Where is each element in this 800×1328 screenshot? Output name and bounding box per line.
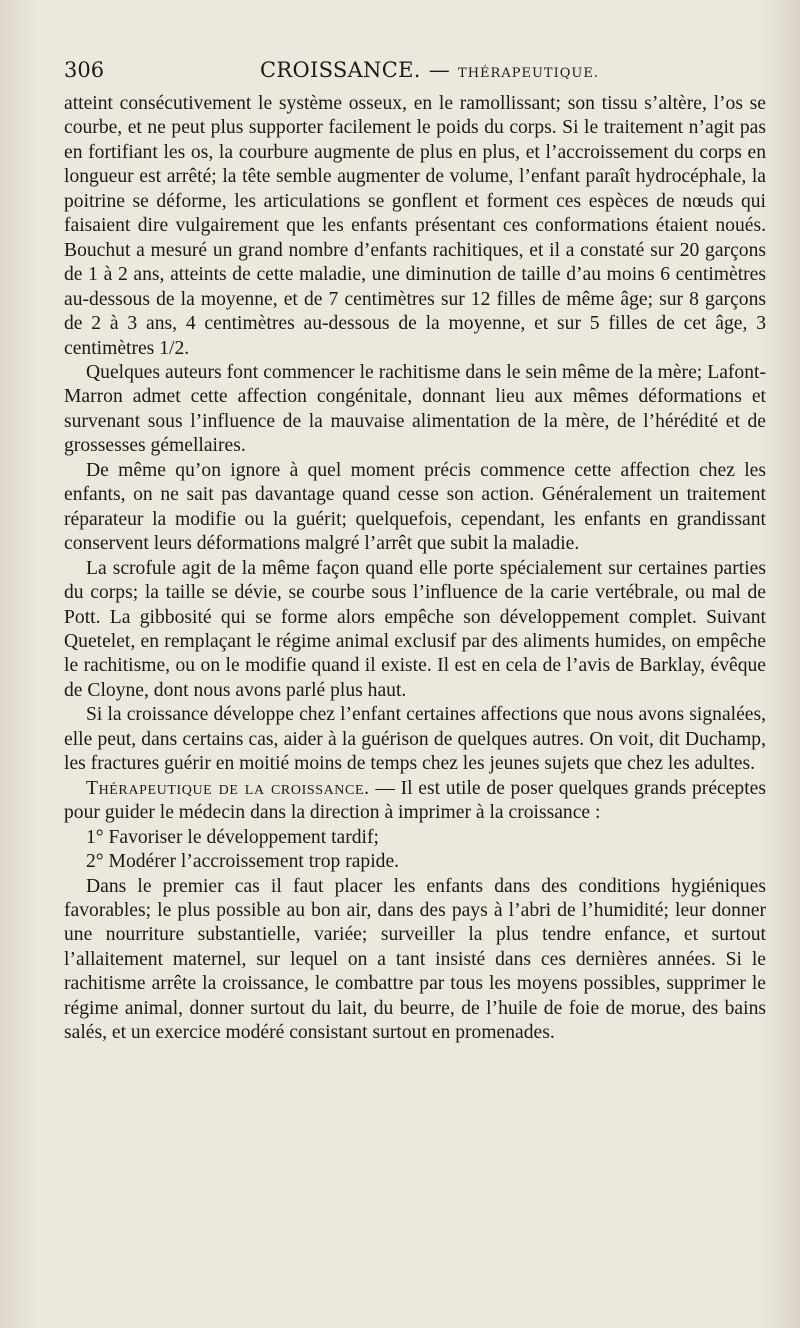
section-heading: Thérapeutique de la croissance.: [86, 777, 370, 799]
list-item: 2° Modérer l’accroissement trop rapide.: [86, 851, 400, 873]
section-paragraph: [64, 777, 766, 826]
paragraph: Quelques auteurs font commencer le rachitisme dans le sein même de la mère; Lafont-Marron admet cette affection congénitale, donnant lieu aux mêmes déformations et survenant sous l’influence de la mauvaise alimentation de la mère, de l’hérédité et de grossesses gémellaires.: [64, 361, 766, 457]
running-title: [260, 58, 599, 82]
chapter-title: CROISSANCE.: [260, 58, 421, 82]
page-number: 306: [64, 58, 105, 82]
section-subtitle: THÉRAPEUTIQUE.: [458, 66, 599, 81]
paragraph-continued: atteint consécutivement le système osseux, en le ramollissant; son tissu s’altère, l’os se courbe, et ne peut plus supporter facilement le poids du corps. Si le traitement n’agit pas en fortifiant les os, la courbure augmente de plus en plus, et l’accroissement du corps en longueur est arrêté; la tête semble augmenter de volume, l’enfant paraît hydrocéphale, la poitrine se déforme, les articulations se gonflent et forment ces espèces de nœuds qui faisaient dire vulgairement que les enfants présentant ces conformations étaient noués. Bouchut a mesuré un grand nombre d’enfants rachitiques, et il a constaté sur 20 garçons de 1 à 2 ans, atteints de cette maladie, une diminution de taille d’au moins 6 centimètres au-dessous de la moyenne, et de 7 centimètres sur 12 filles de même âge; sur 8 garçons de 2 à 3 ans, 4 centimètres au-dessous de la moyenne, et sur 5 filles de cet âge, 3 centimètres 1/2.: [64, 93, 766, 359]
list-item: 1° Favoriser le développement tardif;: [86, 826, 379, 848]
paragraph: La scrofule agit de la même façon quand elle porte spécialement sur certaines parties du corps; la taille se dévie, se courbe sous l’influence de la carie vertébrale, ou mal de Pott. La gibbosité qui se forme alors empêche son développement complet. Suivant Quetelet, en remplaçant le régime animal exclusif par des aliments humides, on empêche le rachitisme, ou on le modifie quand il existe. Il est en cela de l’avis de Barklay, évêque de Cloyne, dont nous avons parlé plus haut.: [64, 557, 766, 701]
running-head: [64, 52, 766, 92]
paragraph: Si la croissance développe chez l’enfant certaines affections que nous avons signalées, elle peut, dans certains cas, aider à la guérison de quelques autres. On voit, dit Duchamp, les fractures guérir en moitié moins de temps chez les jeunes sujets que chez les adultes.: [64, 704, 766, 775]
title-separator: —: [428, 58, 451, 82]
section-intro: — Il est utile de poser quelques grands préceptes pour guider le médecin dans la direction à imprimer à la croissance :: [64, 777, 766, 824]
body-text: [64, 92, 766, 1046]
paragraph: Dans le premier cas il faut placer les enfants dans des conditions hygiéniques favorables; le plus possible au bon air, dans des pays à l’abri de l’humidité; leur donner une nourriture substantielle, variée; surveiller la plus tendre enfance, et surtout l’allaitement maternel, sur lequel on a tant insisté dans ces dernières années. Si le rachitisme arrête la croissance, le combattre par tous les moyens possibles, supprimer le régime animal, donner surtout du lait, du beurre, de l’huile de foie de morue, des bains salés, et un exercice modéré consistant surtout en promenades.: [64, 875, 766, 1044]
paragraph: De même qu’on ignore à quel moment précis commence cette affection chez les enfants, on ne sait pas davantage quand cesse son action. Généralement un traitement réparateur la modifie ou la guérit; quelquefois, cependant, les enfants en grandissant conservent leurs déformations malgré l’arrêt que subit la maladie.: [64, 459, 766, 555]
